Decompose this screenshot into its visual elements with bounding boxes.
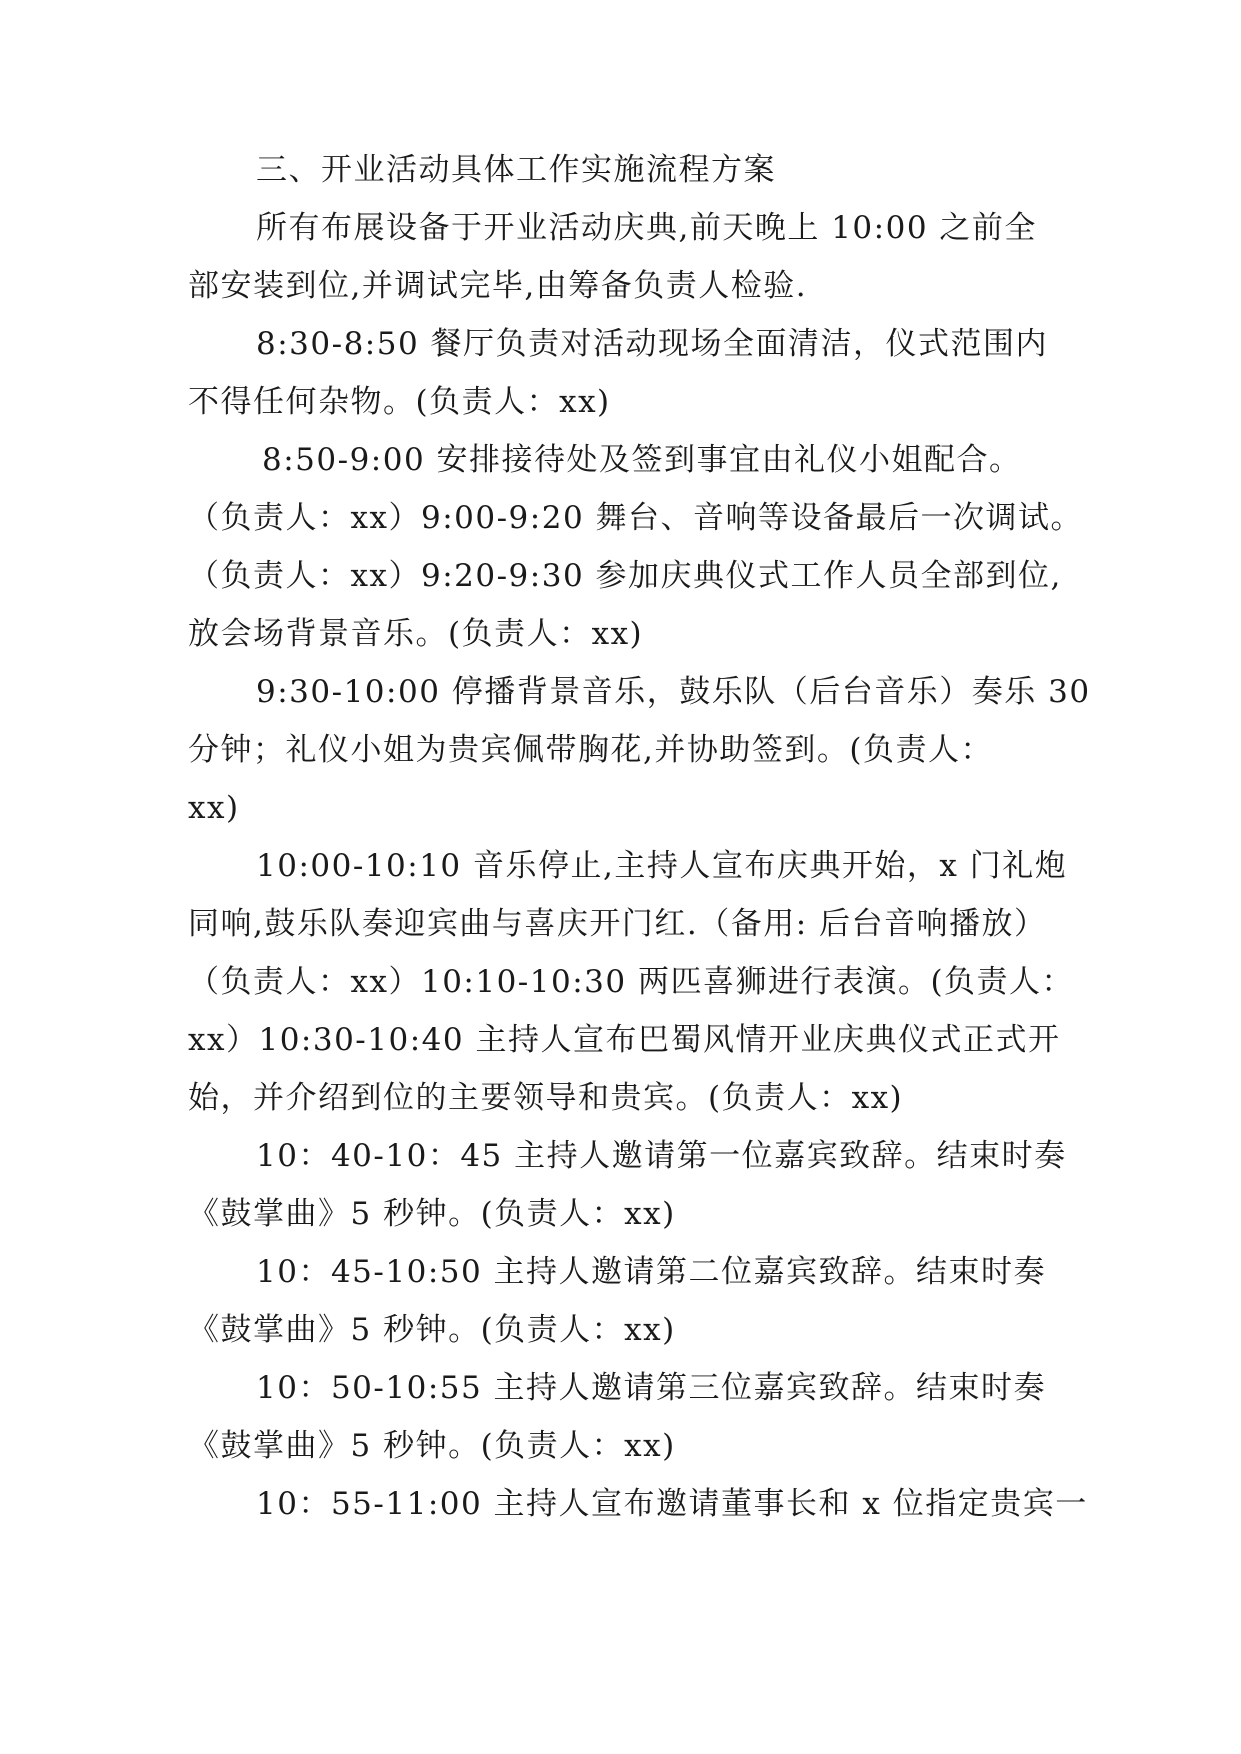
paragraph-line: xx）10:30-10:40 主持人宣布巴蜀风情开业庆典仪式正式开 xyxy=(188,1022,1061,1058)
paragraph-line: 10:00-10:10 音乐停止,主持人宣布庆典开始，x 门礼炮 xyxy=(256,848,1068,884)
paragraph-line: 10：45-10:50 主持人邀请第二位嘉宾致辞。结束时奏 xyxy=(256,1254,1047,1290)
paragraph-line: 始，并介绍到位的主要领导和贵宾。(负责人：xx) xyxy=(188,1080,904,1116)
paragraph-line: 《鼓掌曲》5 秒钟。(负责人：xx) xyxy=(188,1312,676,1348)
paragraph-line: 8:50-9:00 安排接待处及签到事宜由礼仪小姐配合。 xyxy=(262,442,1022,478)
paragraph-line: 分钟；礼仪小姐为贵宾佩带胸花,并协助签到。(负责人： xyxy=(188,732,993,768)
paragraph-line: （负责人：xx）9:20-9:30 参加庆典仪式工作人员全部到位, xyxy=(188,558,1062,594)
paragraph-line: 10：55-11:00 主持人宣布邀请董事长和 x 位指定贵宾一 xyxy=(256,1486,1088,1522)
paragraph-line: 8:30-8:50 餐厅负责对活动现场全面清洁，仪式范围内 xyxy=(256,326,1049,362)
paragraph-line: （负责人：xx）9:00-9:20 舞台、音响等设备最后一次调试。 xyxy=(188,500,1084,536)
paragraph-line: 10：40-10：45 主持人邀请第一位嘉宾致辞。结束时奏 xyxy=(256,1138,1067,1174)
section-heading: 三、开业活动具体工作实施流程方案 xyxy=(256,152,776,188)
paragraph-line: （负责人：xx）10:10-10:30 两匹喜狮进行表演。(负责人： xyxy=(188,964,1075,1000)
paragraph-line: 放会场背景音乐。(负责人：xx) xyxy=(188,616,644,652)
paragraph-line: 所有布展设备于开业活动庆典,前天晚上 10:00 之前全 xyxy=(256,210,1037,246)
paragraph-line: 《鼓掌曲》5 秒钟。(负责人：xx) xyxy=(188,1196,676,1232)
paragraph-line: 《鼓掌曲》5 秒钟。(负责人：xx) xyxy=(188,1428,676,1464)
paragraph-line: 部安装到位,并调试完毕,由筹备负责人检验. xyxy=(188,268,808,304)
paragraph-line: 不得任何杂物。(负责人：xx) xyxy=(188,384,611,420)
paragraph-line: 10：50-10:55 主持人邀请第三位嘉宾致辞。结束时奏 xyxy=(256,1370,1047,1406)
paragraph-line: xx) xyxy=(188,790,240,826)
paragraph-line: 9:30-10:00 停播背景音乐，鼓乐队（后台音乐）奏乐 30 xyxy=(256,674,1091,710)
paragraph-line: 同响,鼓乐队奏迎宾曲与喜庆开门红.（备用: 后台音响播放） xyxy=(188,906,1047,942)
